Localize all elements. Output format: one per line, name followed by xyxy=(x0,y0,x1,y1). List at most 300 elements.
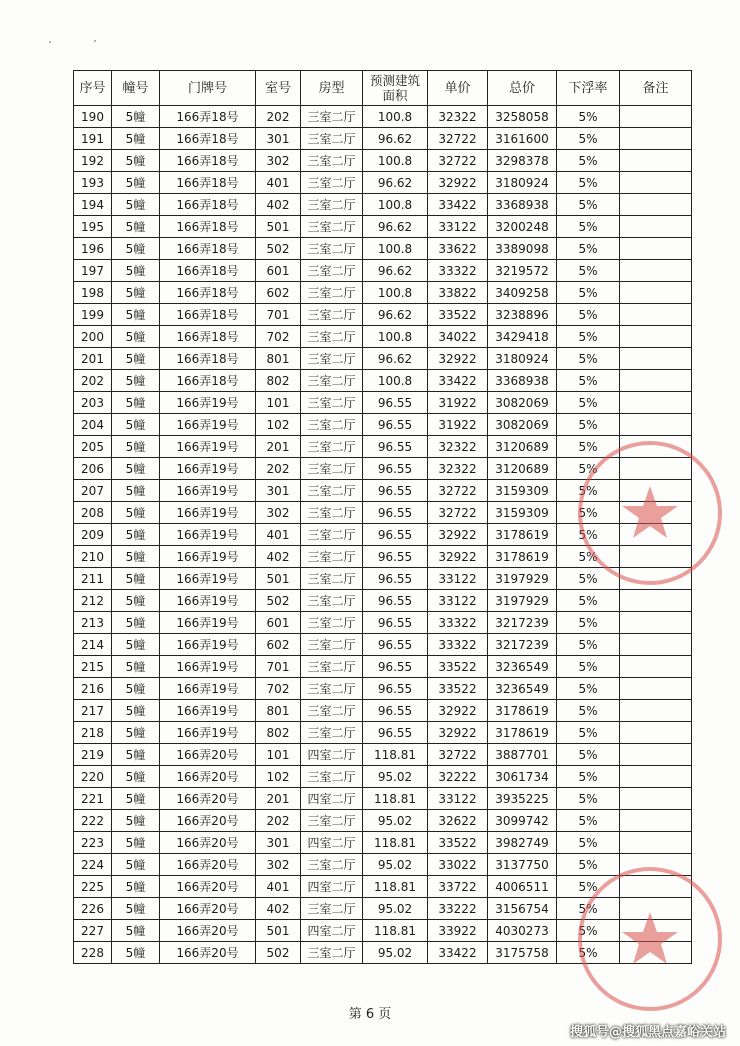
cell-address: 166弄19号 xyxy=(160,656,256,678)
cell-layout: 三室二厅 xyxy=(301,810,363,832)
cell-unit-price: 32922 xyxy=(428,722,488,744)
cell-layout: 三室二厅 xyxy=(301,150,363,172)
cell-building: 5幢 xyxy=(112,810,160,832)
cell-building: 5幢 xyxy=(112,458,160,480)
cell-area: 96.55 xyxy=(363,568,428,590)
cell-area: 96.55 xyxy=(363,590,428,612)
cell-total-price: 3368938 xyxy=(488,370,557,392)
cell-area: 100.8 xyxy=(363,282,428,304)
cell-remarks xyxy=(620,722,692,744)
cell-remarks xyxy=(620,832,692,854)
cell-total-price: 3197929 xyxy=(488,568,557,590)
cell-index: 197 xyxy=(74,260,112,282)
cell-address: 166弄19号 xyxy=(160,458,256,480)
cell-area: 96.55 xyxy=(363,480,428,502)
cell-remarks xyxy=(620,392,692,414)
cell-discount: 5% xyxy=(557,832,620,854)
cell-index: 192 xyxy=(74,150,112,172)
table-row xyxy=(74,678,692,700)
cell-total-price: 3178619 xyxy=(488,700,557,722)
cell-building: 5幢 xyxy=(112,524,160,546)
table-row xyxy=(74,414,692,436)
cell-discount: 5% xyxy=(557,810,620,832)
cell-discount: 5% xyxy=(557,744,620,766)
cell-area: 118.81 xyxy=(363,920,428,942)
cell-total-price: 3061734 xyxy=(488,766,557,788)
cell-address: 166弄18号 xyxy=(160,370,256,392)
cell-unit-price: 33422 xyxy=(428,942,488,964)
cell-area: 95.02 xyxy=(363,810,428,832)
cell-building: 5幢 xyxy=(112,854,160,876)
cell-index: 223 xyxy=(74,832,112,854)
cell-discount: 5% xyxy=(557,348,620,370)
cell-layout: 四室二厅 xyxy=(301,744,363,766)
cell-building: 5幢 xyxy=(112,502,160,524)
cell-discount: 5% xyxy=(557,370,620,392)
cell-address: 166弄18号 xyxy=(160,150,256,172)
cell-remarks xyxy=(620,546,692,568)
cell-layout: 四室二厅 xyxy=(301,788,363,810)
header-area-line1: 预测建筑 xyxy=(369,73,420,88)
cell-index: 194 xyxy=(74,194,112,216)
cell-area: 100.8 xyxy=(363,238,428,260)
cell-room: 301 xyxy=(256,480,301,502)
cell-building: 5幢 xyxy=(112,304,160,326)
cell-room: 402 xyxy=(256,546,301,568)
cell-unit-price: 32322 xyxy=(428,106,488,128)
cell-room: 401 xyxy=(256,876,301,898)
cell-unit-price: 33522 xyxy=(428,656,488,678)
cell-discount: 5% xyxy=(557,524,620,546)
cell-total-price: 3236549 xyxy=(488,678,557,700)
cell-room: 301 xyxy=(256,832,301,854)
cell-address: 166弄19号 xyxy=(160,392,256,414)
cell-layout: 四室二厅 xyxy=(301,876,363,898)
table-row xyxy=(74,612,692,634)
cell-discount: 5% xyxy=(557,326,620,348)
cell-area: 96.55 xyxy=(363,414,428,436)
cell-index: 225 xyxy=(74,876,112,898)
cell-room: 601 xyxy=(256,612,301,634)
cell-unit-price: 33222 xyxy=(428,898,488,920)
cell-total-price: 3099742 xyxy=(488,810,557,832)
cell-area: 96.62 xyxy=(363,216,428,238)
cell-remarks xyxy=(620,326,692,348)
cell-index: 219 xyxy=(74,744,112,766)
cell-total-price: 3935225 xyxy=(488,788,557,810)
table-row xyxy=(74,766,692,788)
header-building: 幢号 xyxy=(112,71,160,106)
cell-address: 166弄19号 xyxy=(160,612,256,634)
cell-address: 166弄18号 xyxy=(160,304,256,326)
cell-discount: 5% xyxy=(557,568,620,590)
cell-layout: 三室二厅 xyxy=(301,568,363,590)
cell-room: 802 xyxy=(256,370,301,392)
cell-layout: 三室二厅 xyxy=(301,546,363,568)
cell-unit-price: 33922 xyxy=(428,920,488,942)
cell-unit-price: 31922 xyxy=(428,392,488,414)
cell-area: 96.55 xyxy=(363,634,428,656)
cell-address: 166弄19号 xyxy=(160,568,256,590)
cell-discount: 5% xyxy=(557,128,620,150)
cell-unit-price: 33422 xyxy=(428,194,488,216)
cell-total-price: 3429418 xyxy=(488,326,557,348)
cell-address: 166弄20号 xyxy=(160,942,256,964)
cell-total-price: 3082069 xyxy=(488,414,557,436)
table-row xyxy=(74,458,692,480)
cell-layout: 三室二厅 xyxy=(301,216,363,238)
cell-layout: 三室二厅 xyxy=(301,722,363,744)
cell-unit-price: 33322 xyxy=(428,634,488,656)
cell-room: 502 xyxy=(256,238,301,260)
cell-building: 5幢 xyxy=(112,678,160,700)
cell-address: 166弄18号 xyxy=(160,216,256,238)
cell-address: 166弄19号 xyxy=(160,722,256,744)
cell-room: 301 xyxy=(256,128,301,150)
cell-index: 226 xyxy=(74,898,112,920)
table-row xyxy=(74,568,692,590)
cell-index: 210 xyxy=(74,546,112,568)
cell-unit-price: 32922 xyxy=(428,546,488,568)
cell-index: 213 xyxy=(74,612,112,634)
cell-total-price: 3161600 xyxy=(488,128,557,150)
table-row xyxy=(74,370,692,392)
cell-layout: 三室二厅 xyxy=(301,392,363,414)
cell-room: 302 xyxy=(256,854,301,876)
table-row xyxy=(74,546,692,568)
header-area-line2: 面积 xyxy=(382,88,408,103)
cell-total-price: 3137750 xyxy=(488,854,557,876)
cell-building: 5幢 xyxy=(112,282,160,304)
cell-layout: 三室二厅 xyxy=(301,634,363,656)
cell-address: 166弄20号 xyxy=(160,766,256,788)
cell-building: 5幢 xyxy=(112,590,160,612)
cell-room: 702 xyxy=(256,326,301,348)
cell-address: 166弄20号 xyxy=(160,810,256,832)
cell-layout: 三室二厅 xyxy=(301,348,363,370)
cell-unit-price: 33122 xyxy=(428,590,488,612)
cell-total-price: 3175758 xyxy=(488,942,557,964)
cell-building: 5幢 xyxy=(112,128,160,150)
cell-area: 96.55 xyxy=(363,502,428,524)
cell-remarks xyxy=(620,810,692,832)
cell-discount: 5% xyxy=(557,282,620,304)
cell-address: 166弄20号 xyxy=(160,876,256,898)
cell-index: 212 xyxy=(74,590,112,612)
cell-discount: 5% xyxy=(557,238,620,260)
cell-index: 195 xyxy=(74,216,112,238)
cell-unit-price: 32922 xyxy=(428,348,488,370)
cell-discount: 5% xyxy=(557,194,620,216)
cell-total-price: 3887701 xyxy=(488,744,557,766)
cell-address: 166弄18号 xyxy=(160,326,256,348)
cell-total-price: 4006511 xyxy=(488,876,557,898)
cell-unit-price: 32922 xyxy=(428,700,488,722)
cell-room: 201 xyxy=(256,788,301,810)
table-row xyxy=(74,282,692,304)
cell-total-price: 3238896 xyxy=(488,304,557,326)
cell-room: 202 xyxy=(256,458,301,480)
scan-specks xyxy=(40,38,100,46)
table-row xyxy=(74,788,692,810)
cell-discount: 5% xyxy=(557,414,620,436)
cell-address: 166弄18号 xyxy=(160,128,256,150)
cell-unit-price: 33122 xyxy=(428,216,488,238)
cell-remarks xyxy=(620,216,692,238)
cell-remarks xyxy=(620,854,692,876)
cell-layout: 三室二厅 xyxy=(301,524,363,546)
cell-discount: 5% xyxy=(557,766,620,788)
cell-address: 166弄20号 xyxy=(160,744,256,766)
header-area xyxy=(363,71,428,106)
cell-address: 166弄19号 xyxy=(160,590,256,612)
cell-total-price: 3159309 xyxy=(488,502,557,524)
cell-remarks xyxy=(620,898,692,920)
cell-building: 5幢 xyxy=(112,766,160,788)
cell-area: 96.55 xyxy=(363,546,428,568)
table-row xyxy=(74,524,692,546)
cell-unit-price: 32922 xyxy=(428,172,488,194)
cell-address: 166弄18号 xyxy=(160,238,256,260)
table-row xyxy=(74,898,692,920)
cell-unit-price: 33322 xyxy=(428,260,488,282)
table-row xyxy=(74,304,692,326)
cell-total-price: 3258058 xyxy=(488,106,557,128)
cell-building: 5幢 xyxy=(112,898,160,920)
cell-index: 202 xyxy=(74,370,112,392)
header-address: 门牌号 xyxy=(160,71,256,106)
cell-unit-price: 33722 xyxy=(428,876,488,898)
cell-area: 100.8 xyxy=(363,150,428,172)
table-row xyxy=(74,854,692,876)
table-row xyxy=(74,392,692,414)
cell-building: 5幢 xyxy=(112,876,160,898)
cell-index: 214 xyxy=(74,634,112,656)
cell-remarks xyxy=(620,656,692,678)
cell-unit-price: 31922 xyxy=(428,414,488,436)
cell-building: 5幢 xyxy=(112,216,160,238)
cell-room: 501 xyxy=(256,920,301,942)
cell-layout: 三室二厅 xyxy=(301,238,363,260)
cell-discount: 5% xyxy=(557,920,620,942)
cell-room: 202 xyxy=(256,106,301,128)
table-row xyxy=(74,194,692,216)
cell-room: 302 xyxy=(256,502,301,524)
cell-layout: 三室二厅 xyxy=(301,942,363,964)
cell-remarks xyxy=(620,370,692,392)
cell-building: 5幢 xyxy=(112,172,160,194)
cell-index: 221 xyxy=(74,788,112,810)
cell-unit-price: 32722 xyxy=(428,150,488,172)
cell-room: 802 xyxy=(256,722,301,744)
cell-area: 96.55 xyxy=(363,612,428,634)
cell-index: 208 xyxy=(74,502,112,524)
cell-layout: 三室二厅 xyxy=(301,612,363,634)
table-row xyxy=(74,832,692,854)
cell-layout: 三室二厅 xyxy=(301,854,363,876)
cell-discount: 5% xyxy=(557,480,620,502)
cell-address: 166弄19号 xyxy=(160,678,256,700)
cell-address: 166弄19号 xyxy=(160,502,256,524)
cell-building: 5幢 xyxy=(112,942,160,964)
cell-index: 215 xyxy=(74,656,112,678)
cell-index: 211 xyxy=(74,568,112,590)
cell-discount: 5% xyxy=(557,788,620,810)
price-table xyxy=(73,70,692,964)
table-row xyxy=(74,128,692,150)
cell-address: 166弄20号 xyxy=(160,854,256,876)
cell-address: 166弄18号 xyxy=(160,194,256,216)
cell-building: 5幢 xyxy=(112,722,160,744)
cell-remarks xyxy=(620,194,692,216)
cell-index: 199 xyxy=(74,304,112,326)
cell-index: 198 xyxy=(74,282,112,304)
table-row xyxy=(74,480,692,502)
cell-index: 193 xyxy=(74,172,112,194)
cell-layout: 三室二厅 xyxy=(301,414,363,436)
cell-area: 96.55 xyxy=(363,678,428,700)
cell-building: 5幢 xyxy=(112,348,160,370)
cell-index: 201 xyxy=(74,348,112,370)
cell-remarks xyxy=(620,458,692,480)
cell-remarks xyxy=(620,414,692,436)
cell-total-price: 3409258 xyxy=(488,282,557,304)
cell-remarks xyxy=(620,436,692,458)
cell-building: 5幢 xyxy=(112,370,160,392)
cell-discount: 5% xyxy=(557,678,620,700)
cell-discount: 5% xyxy=(557,942,620,964)
cell-area: 100.8 xyxy=(363,370,428,392)
cell-area: 96.55 xyxy=(363,392,428,414)
cell-total-price: 3298378 xyxy=(488,150,557,172)
cell-room: 401 xyxy=(256,524,301,546)
cell-unit-price: 32722 xyxy=(428,502,488,524)
cell-building: 5幢 xyxy=(112,106,160,128)
cell-building: 5幢 xyxy=(112,700,160,722)
cell-building: 5幢 xyxy=(112,436,160,458)
table-header-row xyxy=(74,71,692,106)
cell-index: 227 xyxy=(74,920,112,942)
table-row xyxy=(74,590,692,612)
table-row xyxy=(74,722,692,744)
cell-address: 166弄18号 xyxy=(160,348,256,370)
cell-address: 166弄20号 xyxy=(160,920,256,942)
cell-index: 218 xyxy=(74,722,112,744)
cell-area: 96.62 xyxy=(363,348,428,370)
cell-total-price: 3159309 xyxy=(488,480,557,502)
cell-layout: 三室二厅 xyxy=(301,172,363,194)
cell-building: 5幢 xyxy=(112,612,160,634)
table-row xyxy=(74,656,692,678)
cell-discount: 5% xyxy=(557,876,620,898)
cell-address: 166弄18号 xyxy=(160,172,256,194)
cell-discount: 5% xyxy=(557,612,620,634)
cell-remarks xyxy=(620,700,692,722)
cell-total-price: 3236549 xyxy=(488,656,557,678)
table-row xyxy=(74,436,692,458)
header-layout: 房型 xyxy=(301,71,363,106)
cell-index: 191 xyxy=(74,128,112,150)
table-row xyxy=(74,238,692,260)
cell-index: 200 xyxy=(74,326,112,348)
cell-area: 96.55 xyxy=(363,524,428,546)
cell-area: 95.02 xyxy=(363,766,428,788)
cell-unit-price: 32922 xyxy=(428,524,488,546)
cell-address: 166弄20号 xyxy=(160,898,256,920)
cell-room: 101 xyxy=(256,392,301,414)
cell-discount: 5% xyxy=(557,590,620,612)
cell-address: 166弄18号 xyxy=(160,106,256,128)
cell-room: 402 xyxy=(256,194,301,216)
cell-room: 401 xyxy=(256,172,301,194)
cell-discount: 5% xyxy=(557,260,620,282)
cell-remarks xyxy=(620,282,692,304)
cell-remarks xyxy=(620,590,692,612)
cell-layout: 三室二厅 xyxy=(301,370,363,392)
cell-remarks xyxy=(620,260,692,282)
cell-room: 102 xyxy=(256,414,301,436)
cell-unit-price: 33122 xyxy=(428,788,488,810)
cell-building: 5幢 xyxy=(112,832,160,854)
cell-room: 501 xyxy=(256,216,301,238)
cell-area: 100.8 xyxy=(363,326,428,348)
cell-unit-price: 33522 xyxy=(428,678,488,700)
cell-area: 96.62 xyxy=(363,304,428,326)
cell-unit-price: 33522 xyxy=(428,304,488,326)
cell-discount: 5% xyxy=(557,436,620,458)
cell-layout: 三室二厅 xyxy=(301,326,363,348)
cell-unit-price: 33622 xyxy=(428,238,488,260)
cell-room: 502 xyxy=(256,942,301,964)
cell-layout: 四室二厅 xyxy=(301,832,363,854)
cell-remarks xyxy=(620,128,692,150)
cell-building: 5幢 xyxy=(112,260,160,282)
cell-total-price: 3120689 xyxy=(488,436,557,458)
cell-area: 96.62 xyxy=(363,172,428,194)
cell-area: 118.81 xyxy=(363,788,428,810)
cell-index: 209 xyxy=(74,524,112,546)
cell-total-price: 3200248 xyxy=(488,216,557,238)
cell-index: 216 xyxy=(74,678,112,700)
cell-index: 196 xyxy=(74,238,112,260)
table-row xyxy=(74,348,692,370)
cell-room: 602 xyxy=(256,282,301,304)
cell-layout: 三室二厅 xyxy=(301,282,363,304)
cell-area: 96.55 xyxy=(363,458,428,480)
cell-remarks xyxy=(620,744,692,766)
cell-discount: 5% xyxy=(557,502,620,524)
cell-total-price: 3178619 xyxy=(488,524,557,546)
cell-discount: 5% xyxy=(557,172,620,194)
cell-layout: 三室二厅 xyxy=(301,502,363,524)
cell-area: 95.02 xyxy=(363,942,428,964)
cell-room: 801 xyxy=(256,700,301,722)
cell-address: 166弄19号 xyxy=(160,634,256,656)
cell-unit-price: 33022 xyxy=(428,854,488,876)
cell-discount: 5% xyxy=(557,700,620,722)
cell-discount: 5% xyxy=(557,216,620,238)
cell-building: 5幢 xyxy=(112,414,160,436)
cell-layout: 四室二厅 xyxy=(301,920,363,942)
cell-unit-price: 33522 xyxy=(428,832,488,854)
cell-remarks xyxy=(620,678,692,700)
cell-remarks xyxy=(620,634,692,656)
cell-index: 217 xyxy=(74,700,112,722)
cell-area: 100.8 xyxy=(363,194,428,216)
cell-remarks xyxy=(620,480,692,502)
cell-index: 222 xyxy=(74,810,112,832)
cell-building: 5幢 xyxy=(112,568,160,590)
